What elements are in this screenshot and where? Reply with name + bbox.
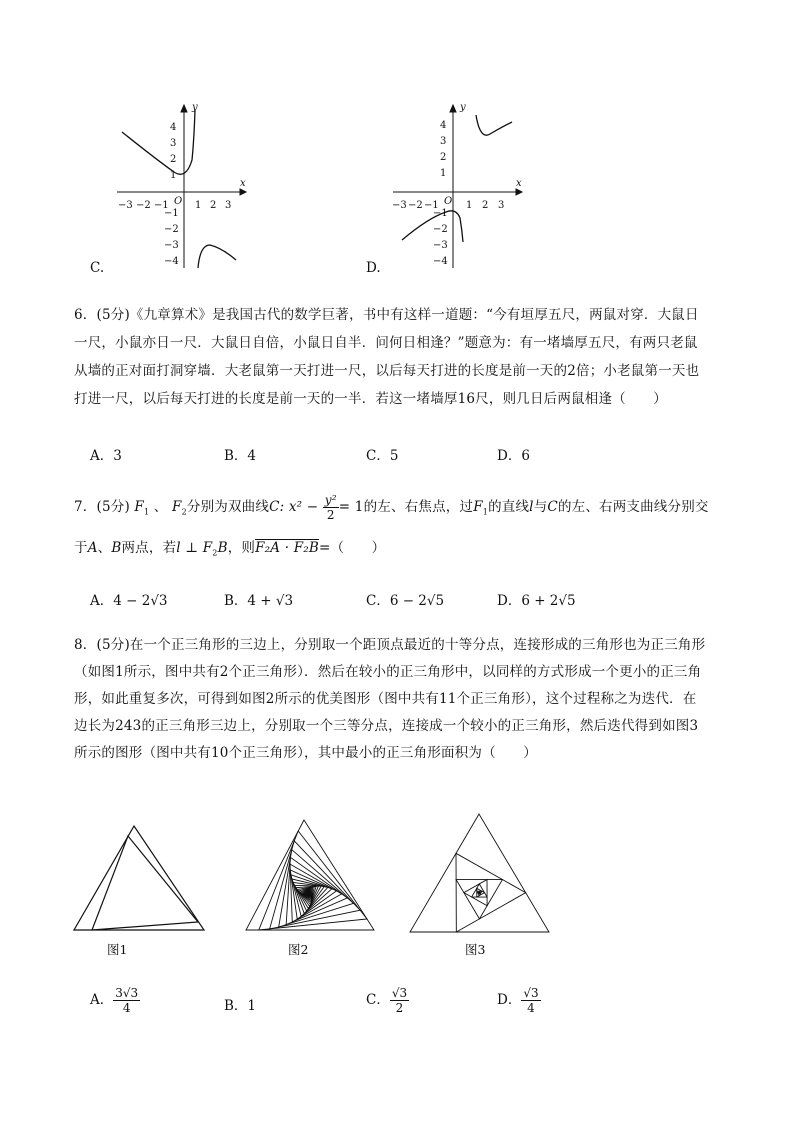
focus-f1: F — [134, 499, 144, 515]
question-text-line: 一尺，小鼠亦日一尺．大鼠日自倍，小鼠日自半．问何日相逢？”题意为：有一堵墙厚五尺，有两只老鼠 — [74, 335, 698, 351]
graph-option-c — [112, 100, 252, 272]
fraction — [390, 986, 409, 1015]
fraction — [323, 493, 339, 522]
y-tick: −1 — [433, 208, 448, 219]
option-label: D． — [497, 992, 522, 1008]
question-text-line: 8．(5分)在一个正三角形的三边上，分别取一个距顶点最近的十等分点，连接形成的三角形也为正三角形 — [74, 637, 706, 653]
curve-branch-lower — [198, 245, 236, 268]
y-tick: 1 — [170, 170, 177, 181]
y-axis-label: y — [460, 102, 466, 113]
option-label: C． — [366, 992, 390, 1008]
y-axis-arrow-icon — [181, 105, 187, 112]
question-text-line: 边长为243的正三角形三边上，分别取一个三等分点，连接成一个较小的正三角形，然后迭代得到如图3 — [74, 718, 699, 734]
text: 、 — [97, 540, 112, 556]
text: 、 — [153, 499, 168, 515]
option-b: B．1 — [224, 998, 257, 1014]
text: 分别为双曲线 — [186, 499, 270, 515]
question-7-line-1 — [74, 493, 709, 523]
fraction-denominator: 4 — [122, 1001, 131, 1015]
nested-triangle — [479, 892, 480, 893]
x-axis-label: x — [240, 178, 246, 189]
point-a: A — [87, 540, 98, 556]
y-tick: 4 — [440, 120, 447, 131]
question-number: 7．(5分) — [74, 499, 130, 515]
origin-label: O — [174, 196, 183, 207]
line-l: l — [529, 499, 534, 515]
y-tick: −2 — [164, 224, 179, 235]
question-8 — [74, 635, 705, 763]
vector-dot-product: F₂A · F₂B — [255, 540, 319, 556]
figure-2 — [244, 818, 378, 934]
option-b: B．4 + √3 — [224, 593, 294, 609]
nested-triangle — [456, 880, 502, 919]
x-tick: 3 — [498, 200, 505, 211]
y-tick: −4 — [433, 256, 448, 267]
inner-triangle — [92, 836, 198, 930]
y-tick: 2 — [440, 152, 447, 163]
x-tick: −3 — [118, 200, 133, 211]
figure-3 — [407, 812, 553, 936]
option-c: C．6 − 2√5 — [366, 593, 445, 609]
subscript: 2 — [181, 507, 187, 517]
figure-2-caption: 图2 — [288, 942, 309, 957]
x-tick: 1 — [466, 200, 473, 211]
y-tick: 1 — [440, 168, 447, 179]
text: 于 — [74, 540, 88, 556]
x-tick: 1 — [195, 200, 202, 211]
option-a: A．3 — [90, 448, 122, 464]
x-tick: −2 — [408, 200, 423, 211]
y-tick: −4 — [164, 256, 179, 267]
x-tick: −1 — [154, 200, 169, 211]
option-c-label: C. — [90, 260, 105, 276]
x-tick: −2 — [136, 200, 151, 211]
fraction-numerator: 3√3 — [115, 986, 139, 1000]
y-axis-arrow-icon — [450, 105, 456, 112]
fraction — [113, 986, 140, 1015]
origin-label: O — [444, 196, 453, 207]
fraction-denominator: 2 — [326, 508, 335, 522]
option-d-label: D. — [366, 260, 381, 276]
y-tick: −2 — [433, 224, 448, 235]
y-tick: 3 — [440, 136, 447, 147]
question-text-line: 形，如此重复多次，可得到如图2所示的优美图形（图中共有11个正三角形），这个过程称之为迭代．在 — [74, 691, 697, 707]
point-b: B — [217, 540, 228, 556]
text: 与 — [533, 499, 548, 515]
fraction-denominator: 4 — [527, 1001, 535, 1015]
subscript: 1 — [482, 507, 489, 517]
x-tick: −3 — [392, 200, 407, 211]
text: 的直线 — [488, 499, 530, 515]
option-a: A．4 − 2√3 — [90, 593, 168, 609]
text: ，则 — [227, 540, 256, 556]
nested-triangle — [410, 814, 549, 932]
x-tick: −1 — [424, 200, 439, 211]
option-c — [366, 986, 409, 1015]
option-c: C．5 — [366, 448, 399, 464]
subscript: 2 — [212, 548, 218, 558]
fraction — [521, 986, 540, 1015]
option-b: B．4 — [224, 448, 257, 464]
y-tick: −1 — [164, 208, 179, 219]
text: =（ ） — [319, 540, 386, 556]
text: 的左、右两支曲线分别交 — [557, 499, 709, 515]
fraction-denominator: 2 — [395, 1001, 404, 1015]
fraction-numerator: y² — [324, 493, 337, 507]
option-d — [497, 986, 541, 1015]
figure-1 — [72, 822, 208, 934]
figure-3-caption: 图3 — [465, 942, 486, 957]
text: 的左、右焦点，过 — [363, 499, 474, 515]
equation-lhs: : x² − — [279, 499, 319, 515]
x-axis-arrow-icon — [240, 189, 246, 195]
y-tick: −3 — [164, 240, 179, 251]
x-axis-label: x — [516, 178, 522, 189]
graph-option-d — [388, 100, 528, 272]
option-d: D．6 — [497, 448, 530, 464]
curve-name: C — [269, 499, 280, 515]
x-axis-arrow-icon — [516, 189, 522, 195]
y-tick: 4 — [170, 122, 177, 133]
figure-1-caption: 图1 — [107, 942, 128, 957]
question-6 — [74, 305, 699, 409]
option-d: D．6 + 2√5 — [497, 593, 576, 609]
text: 两点，若 — [121, 540, 177, 556]
question-text-line: 打进一尺，以后每天打进的长度是前一天的一半．若这一堵墙厚16尺，则几日后两鼠相逢（ ） — [74, 391, 667, 407]
y-tick: 3 — [170, 138, 177, 149]
equation-rhs: = 1 — [338, 499, 364, 515]
question-text-line: （如图1所示，图中共有2个正三角形）．然后在较小的正三角形中，以同样的方式形成一个更小的正三角 — [74, 664, 702, 680]
question-text-line: 从墙的正对面打洞穿墙．大老鼠第一天打进一尺，以后每天打进的长度是前一天的2倍；小老鼠第一天也 — [74, 363, 700, 379]
fraction-numerator: √3 — [391, 986, 408, 1000]
x-tick: 2 — [210, 200, 217, 211]
option-label: A． — [90, 992, 114, 1008]
option-a — [90, 986, 140, 1015]
x-tick: 2 — [482, 200, 489, 211]
y-axis-label: y — [192, 102, 198, 113]
focus-f1: F — [473, 499, 483, 515]
perpendicular-expr: l ⊥ F — [176, 540, 213, 556]
x-tick: 3 — [225, 200, 232, 211]
curve-name: C — [547, 499, 558, 515]
y-tick: −3 — [433, 240, 448, 251]
outer-triangle — [74, 826, 204, 930]
y-tick: 2 — [170, 154, 177, 165]
curve-branch-upper — [476, 115, 512, 135]
subscript: 1 — [144, 507, 150, 517]
question-text-line: 所示的图形（图中共有10个正三角形），其中最小的正三角形面积为（ ） — [74, 745, 537, 761]
question-7-line-2 — [74, 538, 385, 564]
focus-f2: F — [172, 499, 182, 515]
nested-triangle — [456, 853, 526, 932]
point-b: B — [111, 540, 122, 556]
question-text-line: 6．(5分)《九章算术》是我国古代的数学巨著，书中有这样一道题：“今有垣厚五尺，两鼠对穿．大鼠日 — [74, 307, 699, 323]
fraction-numerator: √3 — [523, 986, 539, 1000]
